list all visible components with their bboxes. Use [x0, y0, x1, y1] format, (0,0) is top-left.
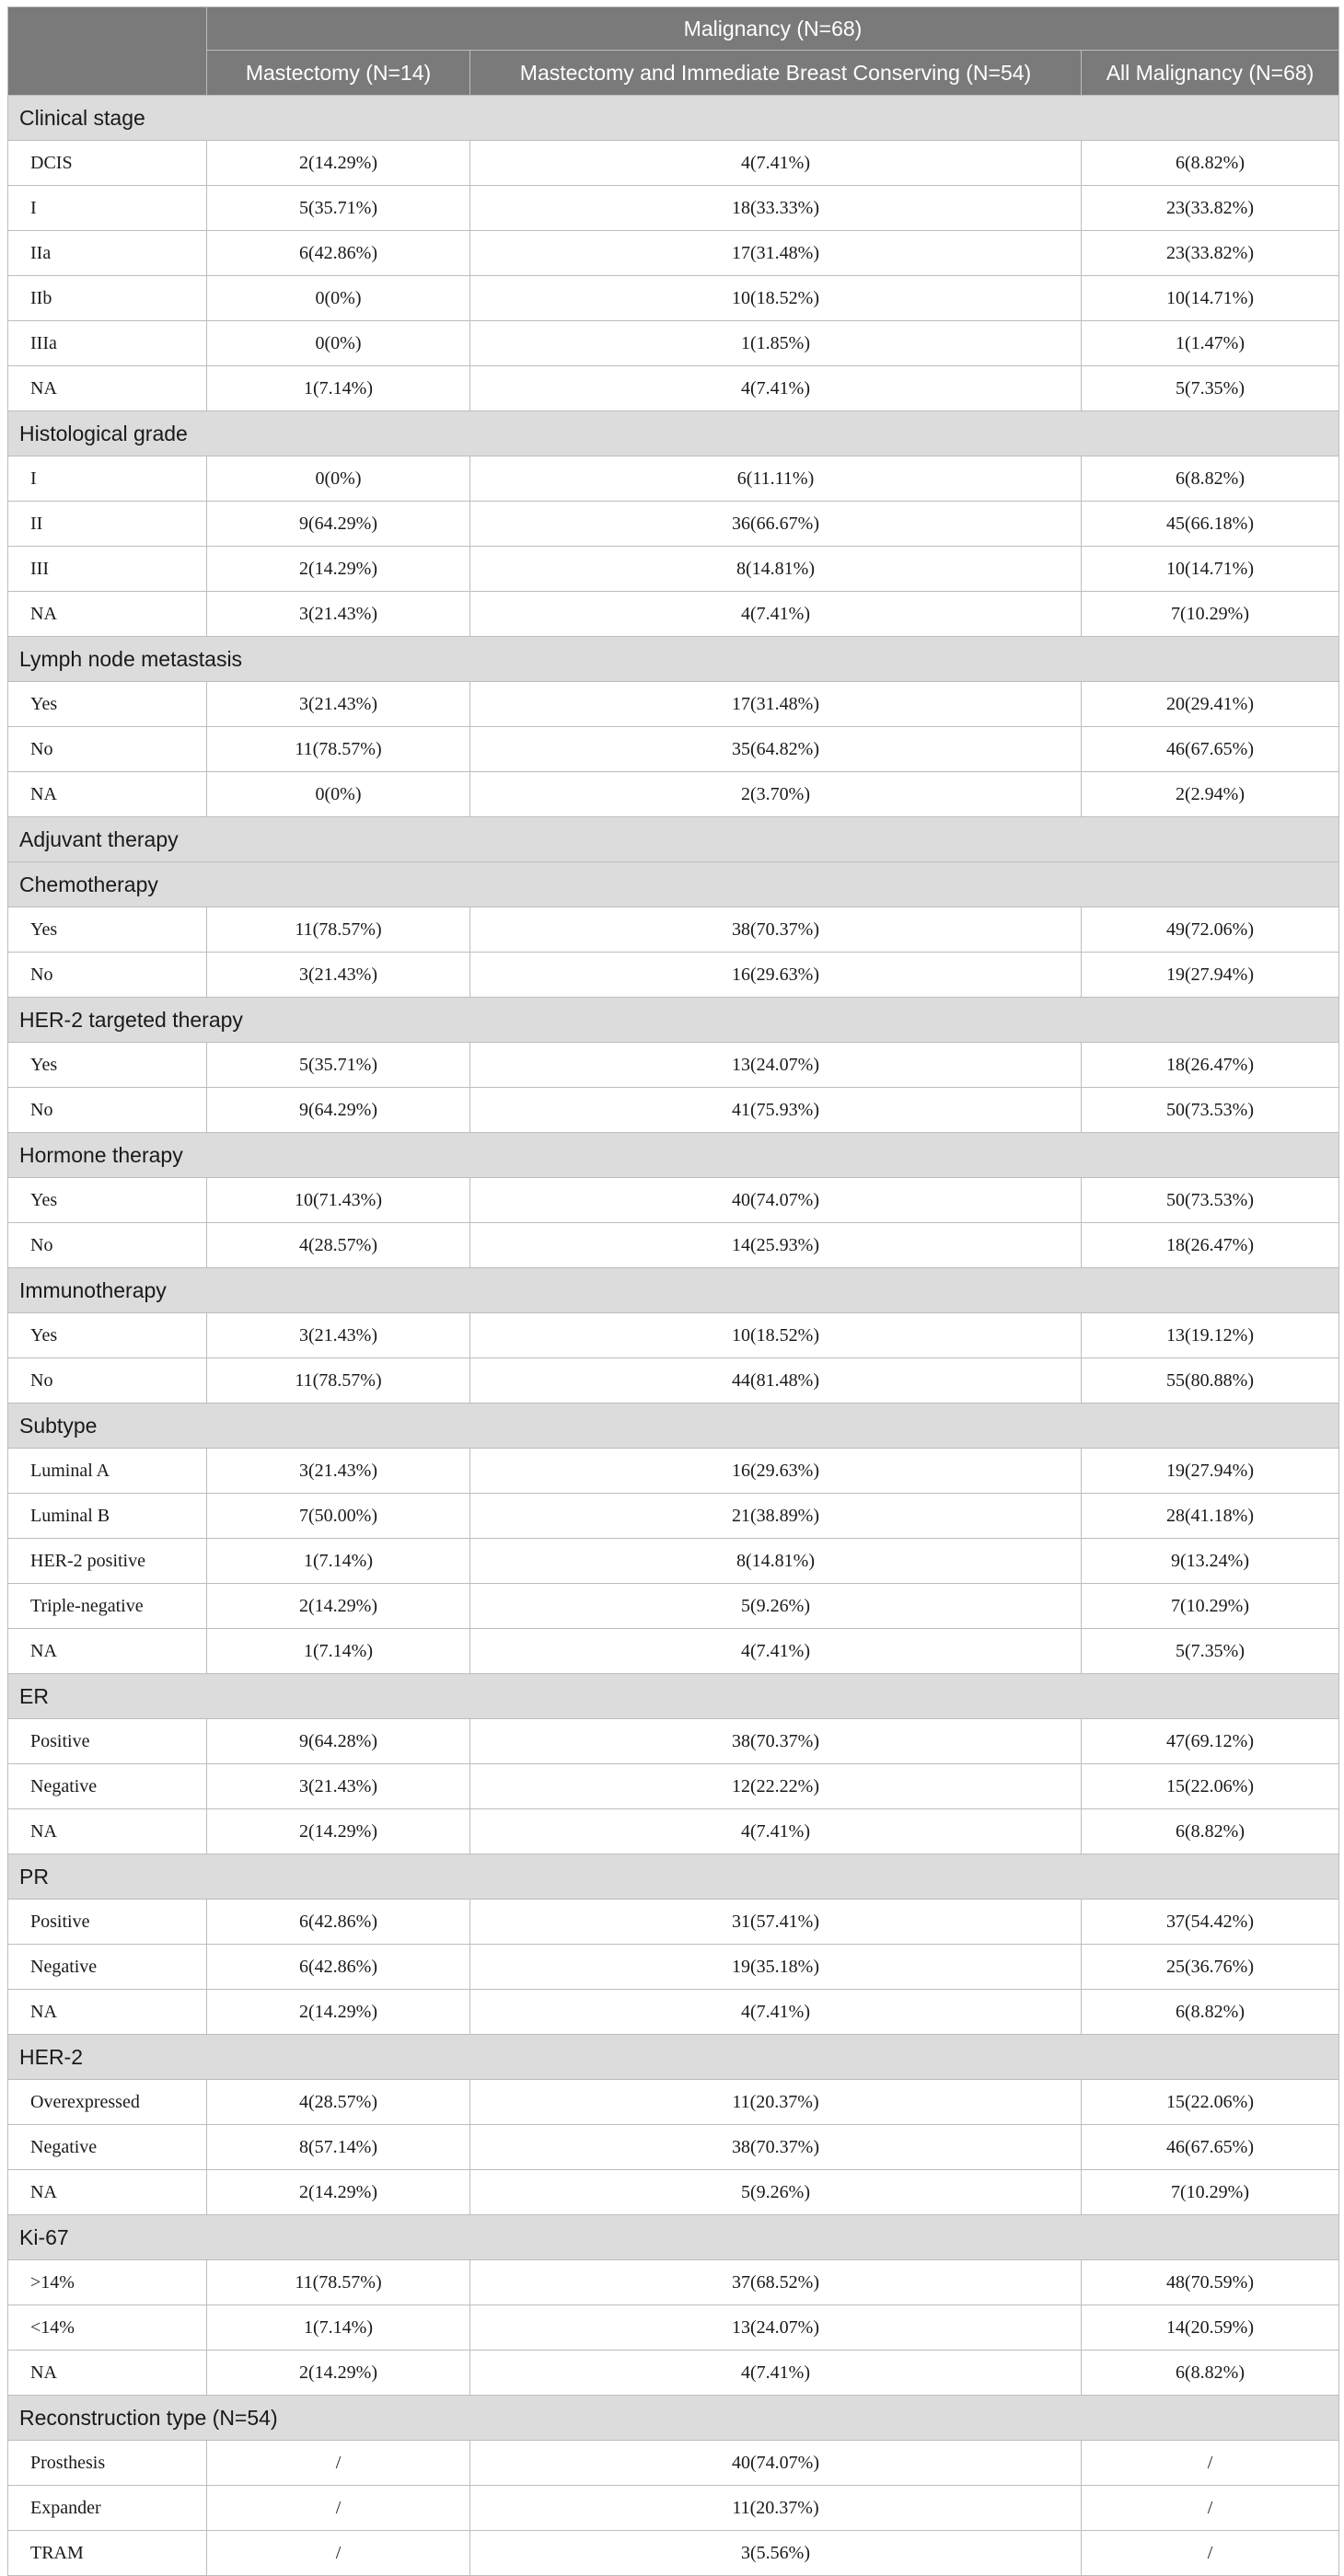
cell-mastectomy-immediate: 44(81.48%)	[470, 1358, 1082, 1404]
row-label: Negative	[8, 2125, 207, 2170]
row-label: IIIa	[8, 321, 207, 366]
table-row	[8, 1764, 1339, 1809]
row-label: TRAM	[8, 2531, 207, 2576]
cell-mastectomy: 11(78.57%)	[207, 727, 470, 772]
cell-mastectomy-immediate: 13(24.07%)	[470, 1043, 1082, 1088]
cell-all-malignancy: 18(26.47%)	[1082, 1043, 1339, 1088]
cell-all-malignancy: 45(66.18%)	[1082, 502, 1339, 547]
cell-mastectomy-immediate: 18(33.33%)	[470, 186, 1082, 231]
cell-mastectomy: 0(0%)	[207, 456, 470, 502]
row-label: No	[8, 1088, 207, 1133]
table-row	[8, 2170, 1339, 2215]
header-mastectomy: Mastectomy (N=14)	[207, 51, 470, 96]
section-row	[8, 96, 1339, 141]
cell-mastectomy: 3(21.43%)	[207, 592, 470, 637]
table-row	[8, 953, 1339, 998]
header-corner	[8, 7, 207, 96]
row-label: HER-2 positive	[8, 1539, 207, 1584]
cell-mastectomy-immediate: 17(31.48%)	[470, 231, 1082, 276]
cell-mastectomy-immediate: 6(11.11%)	[470, 456, 1082, 502]
table-row	[8, 1584, 1339, 1629]
table-row	[8, 231, 1339, 276]
cell-all-malignancy: 13(19.12%)	[1082, 1313, 1339, 1358]
table-row	[8, 1629, 1339, 1674]
row-label: DCIS	[8, 141, 207, 186]
table-row	[8, 1043, 1339, 1088]
cell-all-malignancy: 47(69.12%)	[1082, 1719, 1339, 1764]
cell-mastectomy: 9(64.29%)	[207, 502, 470, 547]
cell-mastectomy-immediate: 19(35.18%)	[470, 1945, 1082, 1990]
row-label: Expander	[8, 2486, 207, 2531]
cell-mastectomy-immediate: 36(66.67%)	[470, 502, 1082, 547]
cell-all-malignancy: 19(27.94%)	[1082, 953, 1339, 998]
cell-mastectomy-immediate: 38(70.37%)	[470, 2125, 1082, 2170]
section-row	[8, 998, 1339, 1043]
section-label: PR	[8, 1854, 1339, 1900]
table-row	[8, 1449, 1339, 1494]
row-label: I	[8, 456, 207, 502]
cell-mastectomy-immediate: 16(29.63%)	[470, 1449, 1082, 1494]
row-label: No	[8, 1358, 207, 1404]
table-row	[8, 682, 1339, 727]
header-all-malignancy: All Malignancy (N=68)	[1082, 51, 1339, 96]
table-row	[8, 1539, 1339, 1584]
cell-mastectomy-immediate: 11(20.37%)	[470, 2080, 1082, 2125]
table-row	[8, 1178, 1339, 1223]
cell-mastectomy-immediate: 38(70.37%)	[470, 907, 1082, 953]
cell-mastectomy: 1(7.14%)	[207, 1539, 470, 1584]
table-row	[8, 141, 1339, 186]
cell-all-malignancy: 10(14.71%)	[1082, 276, 1339, 321]
cell-mastectomy: 4(28.57%)	[207, 2080, 470, 2125]
cell-mastectomy-immediate: 4(7.41%)	[470, 2351, 1082, 2396]
section-row	[8, 817, 1339, 862]
cell-mastectomy: 11(78.57%)	[207, 2260, 470, 2305]
cell-mastectomy-immediate: 4(7.41%)	[470, 366, 1082, 411]
cell-all-malignancy: 49(72.06%)	[1082, 907, 1339, 953]
row-label: NA	[8, 592, 207, 637]
table-row	[8, 1223, 1339, 1268]
section-row	[8, 1133, 1339, 1178]
section-row	[8, 1268, 1339, 1313]
cell-mastectomy: 0(0%)	[207, 772, 470, 817]
row-label: <14%	[8, 2305, 207, 2351]
cell-mastectomy: 0(0%)	[207, 276, 470, 321]
cell-mastectomy-immediate: 4(7.41%)	[470, 1990, 1082, 2035]
cell-mastectomy: 5(35.71%)	[207, 186, 470, 231]
cell-all-malignancy: 1(1.47%)	[1082, 321, 1339, 366]
cell-mastectomy: 6(42.86%)	[207, 1900, 470, 1945]
cell-mastectomy-immediate: 4(7.41%)	[470, 141, 1082, 186]
header-mastectomy-immediate: Mastectomy and Immediate Breast Conserving (N=54)	[470, 51, 1082, 96]
row-label: I	[8, 186, 207, 231]
row-label: NA	[8, 366, 207, 411]
table-row	[8, 592, 1339, 637]
cell-mastectomy: /	[207, 2531, 470, 2576]
table-row	[8, 727, 1339, 772]
table-row	[8, 276, 1339, 321]
cell-all-malignancy: 14(20.59%)	[1082, 2305, 1339, 2351]
cell-mastectomy-immediate: 35(64.82%)	[470, 727, 1082, 772]
cell-mastectomy: 5(35.71%)	[207, 1043, 470, 1088]
row-label: NA	[8, 1809, 207, 1854]
row-label: Positive	[8, 1900, 207, 1945]
cell-all-malignancy: 46(67.65%)	[1082, 2125, 1339, 2170]
table-container	[7, 6, 1338, 2576]
cell-mastectomy: 10(71.43%)	[207, 1178, 470, 1223]
section-row	[8, 411, 1339, 456]
row-label: IIb	[8, 276, 207, 321]
section-row	[8, 1404, 1339, 1449]
row-label: NA	[8, 1990, 207, 2035]
row-label: >14%	[8, 2260, 207, 2305]
row-label: Negative	[8, 1764, 207, 1809]
section-label: Chemotherapy	[8, 862, 1339, 907]
row-label: Prosthesis	[8, 2441, 207, 2486]
cell-mastectomy: /	[207, 2486, 470, 2531]
row-label: No	[8, 953, 207, 998]
row-label: Overexpressed	[8, 2080, 207, 2125]
section-row	[8, 862, 1339, 907]
cell-all-malignancy: 50(73.53%)	[1082, 1088, 1339, 1133]
table-row	[8, 321, 1339, 366]
cell-mastectomy-immediate: 4(7.41%)	[470, 592, 1082, 637]
cell-all-malignancy: 6(8.82%)	[1082, 2351, 1339, 2396]
cell-all-malignancy: 15(22.06%)	[1082, 1764, 1339, 1809]
section-label: Adjuvant therapy	[8, 817, 1339, 862]
row-label: Luminal A	[8, 1449, 207, 1494]
cell-all-malignancy: 25(36.76%)	[1082, 1945, 1339, 1990]
cell-mastectomy-immediate: 5(9.26%)	[470, 2170, 1082, 2215]
cell-mastectomy-immediate: 10(18.52%)	[470, 1313, 1082, 1358]
table-row	[8, 2305, 1339, 2351]
cell-mastectomy: 8(57.14%)	[207, 2125, 470, 2170]
cell-all-malignancy: 20(29.41%)	[1082, 682, 1339, 727]
cell-all-malignancy: 19(27.94%)	[1082, 1449, 1339, 1494]
cell-all-malignancy: 7(10.29%)	[1082, 2170, 1339, 2215]
row-label: IIa	[8, 231, 207, 276]
cell-mastectomy: 0(0%)	[207, 321, 470, 366]
section-row	[8, 2396, 1339, 2441]
cell-mastectomy-immediate: 40(74.07%)	[470, 2441, 1082, 2486]
section-row	[8, 637, 1339, 682]
cell-all-malignancy: 55(80.88%)	[1082, 1358, 1339, 1404]
cell-mastectomy-immediate: 21(38.89%)	[470, 1494, 1082, 1539]
cell-mastectomy: 4(28.57%)	[207, 1223, 470, 1268]
table-row	[8, 1088, 1339, 1133]
cell-mastectomy: 1(7.14%)	[207, 1629, 470, 1674]
cell-mastectomy: 2(14.29%)	[207, 2170, 470, 2215]
cell-mastectomy: 2(14.29%)	[207, 2351, 470, 2396]
cell-mastectomy: 6(42.86%)	[207, 1945, 470, 1990]
cell-mastectomy-immediate: 10(18.52%)	[470, 276, 1082, 321]
table-row	[8, 1900, 1339, 1945]
cell-all-malignancy: 15(22.06%)	[1082, 2080, 1339, 2125]
cell-mastectomy-immediate: 40(74.07%)	[470, 1178, 1082, 1223]
cell-all-malignancy: 9(13.24%)	[1082, 1539, 1339, 1584]
section-label: Reconstruction type (N=54)	[8, 2396, 1339, 2441]
cell-all-malignancy: 10(14.71%)	[1082, 547, 1339, 592]
cell-all-malignancy: /	[1082, 2531, 1339, 2576]
section-label: Histological grade	[8, 411, 1339, 456]
row-label: Yes	[8, 1178, 207, 1223]
section-row	[8, 1854, 1339, 1900]
table-row	[8, 456, 1339, 502]
cell-all-malignancy: /	[1082, 2441, 1339, 2486]
cell-mastectomy-immediate: 1(1.85%)	[470, 321, 1082, 366]
cell-all-malignancy: 5(7.35%)	[1082, 1629, 1339, 1674]
cell-mastectomy-immediate: 14(25.93%)	[470, 1223, 1082, 1268]
cell-all-malignancy: 6(8.82%)	[1082, 456, 1339, 502]
section-label: Lymph node metastasis	[8, 637, 1339, 682]
cell-mastectomy-immediate: 31(57.41%)	[470, 1900, 1082, 1945]
table-row	[8, 2486, 1339, 2531]
section-row	[8, 2215, 1339, 2260]
cell-mastectomy: 2(14.29%)	[207, 547, 470, 592]
cell-all-malignancy: 23(33.82%)	[1082, 231, 1339, 276]
cell-mastectomy-immediate: 4(7.41%)	[470, 1809, 1082, 1854]
cell-mastectomy: 1(7.14%)	[207, 2305, 470, 2351]
table-row	[8, 2125, 1339, 2170]
cell-mastectomy-immediate: 2(3.70%)	[470, 772, 1082, 817]
row-label: Positive	[8, 1719, 207, 1764]
table-row	[8, 2260, 1339, 2305]
cell-mastectomy: /	[207, 2441, 470, 2486]
cell-mastectomy: 9(64.29%)	[207, 1088, 470, 1133]
cell-all-malignancy: 23(33.82%)	[1082, 186, 1339, 231]
cell-all-malignancy: 5(7.35%)	[1082, 366, 1339, 411]
cell-mastectomy: 11(78.57%)	[207, 907, 470, 953]
row-label: II	[8, 502, 207, 547]
cell-mastectomy-immediate: 8(14.81%)	[470, 547, 1082, 592]
cell-mastectomy: 2(14.29%)	[207, 141, 470, 186]
row-label: Luminal B	[8, 1494, 207, 1539]
section-row	[8, 1674, 1339, 1719]
cell-mastectomy: 2(14.29%)	[207, 1584, 470, 1629]
cell-mastectomy-immediate: 41(75.93%)	[470, 1088, 1082, 1133]
cell-mastectomy: 11(78.57%)	[207, 1358, 470, 1404]
cell-mastectomy: 6(42.86%)	[207, 231, 470, 276]
row-label: NA	[8, 2170, 207, 2215]
cell-all-malignancy: 2(2.94%)	[1082, 772, 1339, 817]
cell-mastectomy-immediate: 5(9.26%)	[470, 1584, 1082, 1629]
table-row	[8, 502, 1339, 547]
row-label: Negative	[8, 1945, 207, 1990]
section-row	[8, 2035, 1339, 2080]
cell-mastectomy-immediate: 8(14.81%)	[470, 1539, 1082, 1584]
section-label: HER-2	[8, 2035, 1339, 2080]
cell-all-malignancy: 28(41.18%)	[1082, 1494, 1339, 1539]
cell-mastectomy-immediate: 12(22.22%)	[470, 1764, 1082, 1809]
cell-all-malignancy: 6(8.82%)	[1082, 141, 1339, 186]
table-row	[8, 772, 1339, 817]
row-label: Yes	[8, 1043, 207, 1088]
cell-mastectomy: 1(7.14%)	[207, 366, 470, 411]
cell-mastectomy: 9(64.28%)	[207, 1719, 470, 1764]
cell-all-malignancy: 7(10.29%)	[1082, 592, 1339, 637]
row-label: No	[8, 727, 207, 772]
section-label: HER-2 targeted therapy	[8, 998, 1339, 1043]
table-row	[8, 186, 1339, 231]
cell-all-malignancy: 37(54.42%)	[1082, 1900, 1339, 1945]
table-row	[8, 1313, 1339, 1358]
row-label: NA	[8, 772, 207, 817]
cell-mastectomy: 2(14.29%)	[207, 1809, 470, 1854]
cell-mastectomy-immediate: 38(70.37%)	[470, 1719, 1082, 1764]
table-row	[8, 907, 1339, 953]
cell-mastectomy: 3(21.43%)	[207, 1313, 470, 1358]
cell-mastectomy: 3(21.43%)	[207, 1449, 470, 1494]
row-label: Yes	[8, 682, 207, 727]
row-label: No	[8, 1223, 207, 1268]
row-label: NA	[8, 2351, 207, 2396]
table-body	[8, 96, 1339, 2576]
row-label: Triple-negative	[8, 1584, 207, 1629]
row-label: Yes	[8, 1313, 207, 1358]
section-label: Clinical stage	[8, 96, 1339, 141]
section-label: Hormone therapy	[8, 1133, 1339, 1178]
cell-all-malignancy: 18(26.47%)	[1082, 1223, 1339, 1268]
section-label: Ki-67	[8, 2215, 1339, 2260]
cell-mastectomy-immediate: 17(31.48%)	[470, 682, 1082, 727]
table-row	[8, 1945, 1339, 1990]
table-row	[8, 547, 1339, 592]
cell-all-malignancy: 7(10.29%)	[1082, 1584, 1339, 1629]
header-row-columns	[8, 51, 1339, 96]
table-row	[8, 1494, 1339, 1539]
section-label: Subtype	[8, 1404, 1339, 1449]
cell-mastectomy: 7(50.00%)	[207, 1494, 470, 1539]
table-row	[8, 366, 1339, 411]
row-label: Yes	[8, 907, 207, 953]
table-row	[8, 2080, 1339, 2125]
cell-all-malignancy: /	[1082, 2486, 1339, 2531]
header-group-malignancy: Malignancy (N=68)	[207, 7, 1339, 51]
cell-mastectomy-immediate: 37(68.52%)	[470, 2260, 1082, 2305]
cell-all-malignancy: 50(73.53%)	[1082, 1178, 1339, 1223]
table-row	[8, 2531, 1339, 2576]
table-row	[8, 1719, 1339, 1764]
cell-all-malignancy: 6(8.82%)	[1082, 1990, 1339, 2035]
cell-all-malignancy: 6(8.82%)	[1082, 1809, 1339, 1854]
cell-mastectomy: 2(14.29%)	[207, 1990, 470, 2035]
data-table	[7, 6, 1339, 2576]
cell-mastectomy-immediate: 13(24.07%)	[470, 2305, 1082, 2351]
cell-mastectomy: 3(21.43%)	[207, 682, 470, 727]
table-row	[8, 2351, 1339, 2396]
table-row	[8, 1809, 1339, 1854]
cell-mastectomy-immediate: 3(5.56%)	[470, 2531, 1082, 2576]
table-row	[8, 1990, 1339, 2035]
cell-mastectomy-immediate: 4(7.41%)	[470, 1629, 1082, 1674]
cell-mastectomy-immediate: 16(29.63%)	[470, 953, 1082, 998]
cell-all-malignancy: 48(70.59%)	[1082, 2260, 1339, 2305]
row-label: NA	[8, 1629, 207, 1674]
cell-mastectomy-immediate: 11(20.37%)	[470, 2486, 1082, 2531]
section-label: Immunotherapy	[8, 1268, 1339, 1313]
cell-all-malignancy: 46(67.65%)	[1082, 727, 1339, 772]
header-row-group	[8, 7, 1339, 51]
section-label: ER	[8, 1674, 1339, 1719]
table-row	[8, 2441, 1339, 2486]
row-label: III	[8, 547, 207, 592]
cell-mastectomy: 3(21.43%)	[207, 1764, 470, 1809]
table-row	[8, 1358, 1339, 1404]
cell-mastectomy: 3(21.43%)	[207, 953, 470, 998]
